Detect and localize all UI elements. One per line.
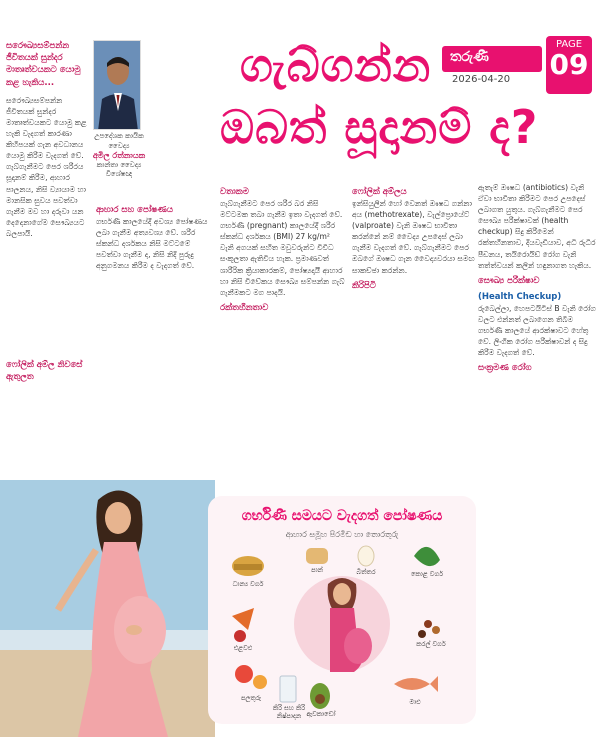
author-name: අමිල රත්නායක — [92, 151, 146, 160]
food-label-egg: බිත්තර — [356, 568, 376, 576]
fish-icon — [394, 676, 438, 692]
nutrition-infographic — [208, 496, 476, 724]
left-column — [6, 40, 90, 383]
headline-line-1: ගැබ්ගන්න — [240, 38, 432, 92]
pregnant-woman-photo — [0, 480, 215, 737]
section-heading-weight: වතාකම — [220, 187, 249, 197]
food-label-grains: ධාන්‍ය වර්ග — [232, 580, 264, 588]
brand-name: තරුණී — [442, 46, 542, 72]
body-column-5: ඇතැම් ඖෂධ (antibiotics) වැනි ඒවා භාවිතා කිරීමට පෙර උපදෙස් ලබාගත යුතුය. ගැබ්ගැනීමට පෙර සෞඛ්‍ය පරීක්ෂාවක් (health checkup) සිදු කිරීමෙන් රක්තහීනතාව, දියවැඩියාව, අධි රුධිර පීඩනය, තයිරොයිඩ් රෝග වැනි තත්ත්වයන් කලින් හඳුනාගත හැකිය. — [478, 183, 596, 270]
body-column-3: ගැබ්ගැනීමට පෙර ශරීර බර නිසි මට්ටමක තබා ගැනීම ඉතා වැදගත් වේ. ගර්භණී (pregnant) කාලයේදී ශරීර ස්කන්ධ දර්ශකය (BMI) 27 kg/m² වැනි අගයක් සහිත මවුවරුන්ට විවිධ සංකූලතා ඇතිවිය හැක. ප්‍රමාණවත් ශාරීරික ක්‍රියාකාරකම්, පෝෂ්‍යදායී ආහාර හා නිසි විවේකය සෞඛ්‍ය සම්පන්න ගැබ් ගැනීමකට මග පාදයි. — [220, 199, 345, 297]
section-heading-anemia: රක්තහීනතාව — [220, 302, 269, 313]
column-2 — [96, 200, 216, 271]
infographic-illustration — [208, 496, 476, 724]
column-4 — [352, 182, 478, 292]
section-heading-infectious: සංක්‍රමණ රෝග — [478, 363, 532, 374]
section-heading-food: ආහාර සහ පෝෂණය — [96, 205, 173, 215]
body-column-4: ඉන්සියුලින් හෝ වෙනත් ඖෂධ ගන්නා අය (methotrexate), වැල්ප්‍රොයේට් (valproate) වැනි ඖෂධ භාවිතා කරන්නේ නම් වෛද්‍ය උපදෙස් ලබා ගැනීම වැදගත් වේ. ගැබ්ගැනීමට පෙර ඔබගේ ඖෂධ ගැන වෛද්‍යවරයා සමඟ සාකච්ඡා කරන්න. — [352, 199, 475, 275]
woman-face-icon — [333, 583, 351, 605]
pregnant-woman-icon — [0, 480, 215, 737]
page-label: PAGE — [555, 39, 583, 50]
legumes-icon — [418, 620, 440, 638]
leafy-greens-icon — [414, 547, 440, 566]
milk-icon — [280, 676, 296, 702]
headline-line-2: ඔබත් සූදානම් ද? — [220, 100, 539, 154]
issue-date: 2026-04-20 — [452, 74, 511, 85]
egg-icon — [358, 546, 374, 566]
section-heading-folic: ෆෝලික් අම්ලය — [352, 187, 407, 197]
page-header-tag — [442, 36, 592, 98]
author-portrait-icon — [94, 41, 141, 130]
infographic-title: ගර්භිණී සමයට වැදගත් පෝෂණය — [241, 508, 443, 524]
section-heading-milk: කිරිපිටි — [352, 280, 376, 291]
body-column-5b: රුබෙල්ලා, හෙපටයිටිස් B වැනි රෝග වලට එන්නත් ලබාගෙන තිබීම ගර්භණී කාලයේ ආරක්ෂාවට හේතු වේ. ලිංගික රෝග පරීක්ෂාවන් ද සිදු කිරීම වැදගත් වේ. — [478, 303, 596, 358]
page-number-badge — [546, 36, 592, 94]
body-column-2: ගර්භණී කාලයේදී අවශ්‍ය පෝෂණය ලබා ගැනීම අත්‍යවශ්‍ය වේ. ශරීර ස්කන්ධ දර්ශකය නිසි මට්ටමේ පවත්වා ගැනීම ද, නිසි නිදි පුරුදු අනුගමනය කිරීම ද වැදගත් වේ. — [96, 217, 208, 271]
bread-icon — [306, 548, 328, 564]
woman-belly-icon — [344, 628, 372, 664]
author-caption — [88, 132, 150, 180]
food-label-vegetables: එළවළු — [233, 644, 253, 652]
intro-paragraph: සරෞඛ්‍යසම්පන්න ජීවිතයක් සුන්දර මාතෘත්වයකට යොමු කළ හැකිය... — [6, 41, 81, 88]
author-title: උපදේශක කායික වෛද්‍ය — [94, 132, 144, 150]
food-label-fish: මාළු — [409, 698, 421, 706]
food-label-greens: කොළ වර්ග — [410, 570, 444, 578]
infographic-subtitle: ආහාර සමූහ පිරමීඩ හා තොරතුරු — [285, 530, 399, 539]
grains-icon — [232, 556, 264, 576]
food-label-legumes: කරල් වර්ග — [416, 640, 446, 648]
left-subheading: ෆෝලික් අම්ල නිවසේ ඇතුලත — [6, 360, 83, 383]
author-photo — [93, 40, 141, 130]
vegetables-icon — [232, 608, 254, 642]
fruits-icon — [235, 665, 267, 689]
section-heading-checkup: සෞඛ්‍ය පරීක්ෂාව — [478, 275, 540, 286]
section-heading-checkup-en: (Health Checkup) — [478, 291, 562, 302]
author-role: කාන්තා වෛද්‍ය විශේෂඥ — [96, 160, 142, 178]
page-number: 09 — [549, 48, 589, 81]
food-label-milk: කිරි සහ කිරි නිෂ්පාදන — [272, 704, 306, 720]
avocado-icon — [310, 683, 330, 709]
column-3 — [220, 182, 346, 314]
food-label-bread: පාන් — [311, 566, 323, 574]
column-5 — [478, 182, 596, 374]
food-label-avocado: ඇවකාඩෝ — [306, 710, 336, 718]
body-column-1: සරෞඛ්‍යසම්පන්න ජීවිතයක් සුන්දර මාතෘත්වයකට යොමු කළ හැකි වැදගත් කාරණා කිහිපයක් ගැන අවධානය යොමු කිරීම වැදගත් වේ. ගැබ්ගැනීමට පෙර ශරීරය සූදානම් කිරීම, ආහාර පාලනය, නිසි ව්‍යායාම හා මානසික සුවය පවත්වා ගැනීම මව හා දරුවා යන දෙදෙනාගේම සෞඛ්‍යයට බලපායි. — [6, 95, 87, 238]
food-label-fruits: පලතුරු — [240, 694, 262, 702]
